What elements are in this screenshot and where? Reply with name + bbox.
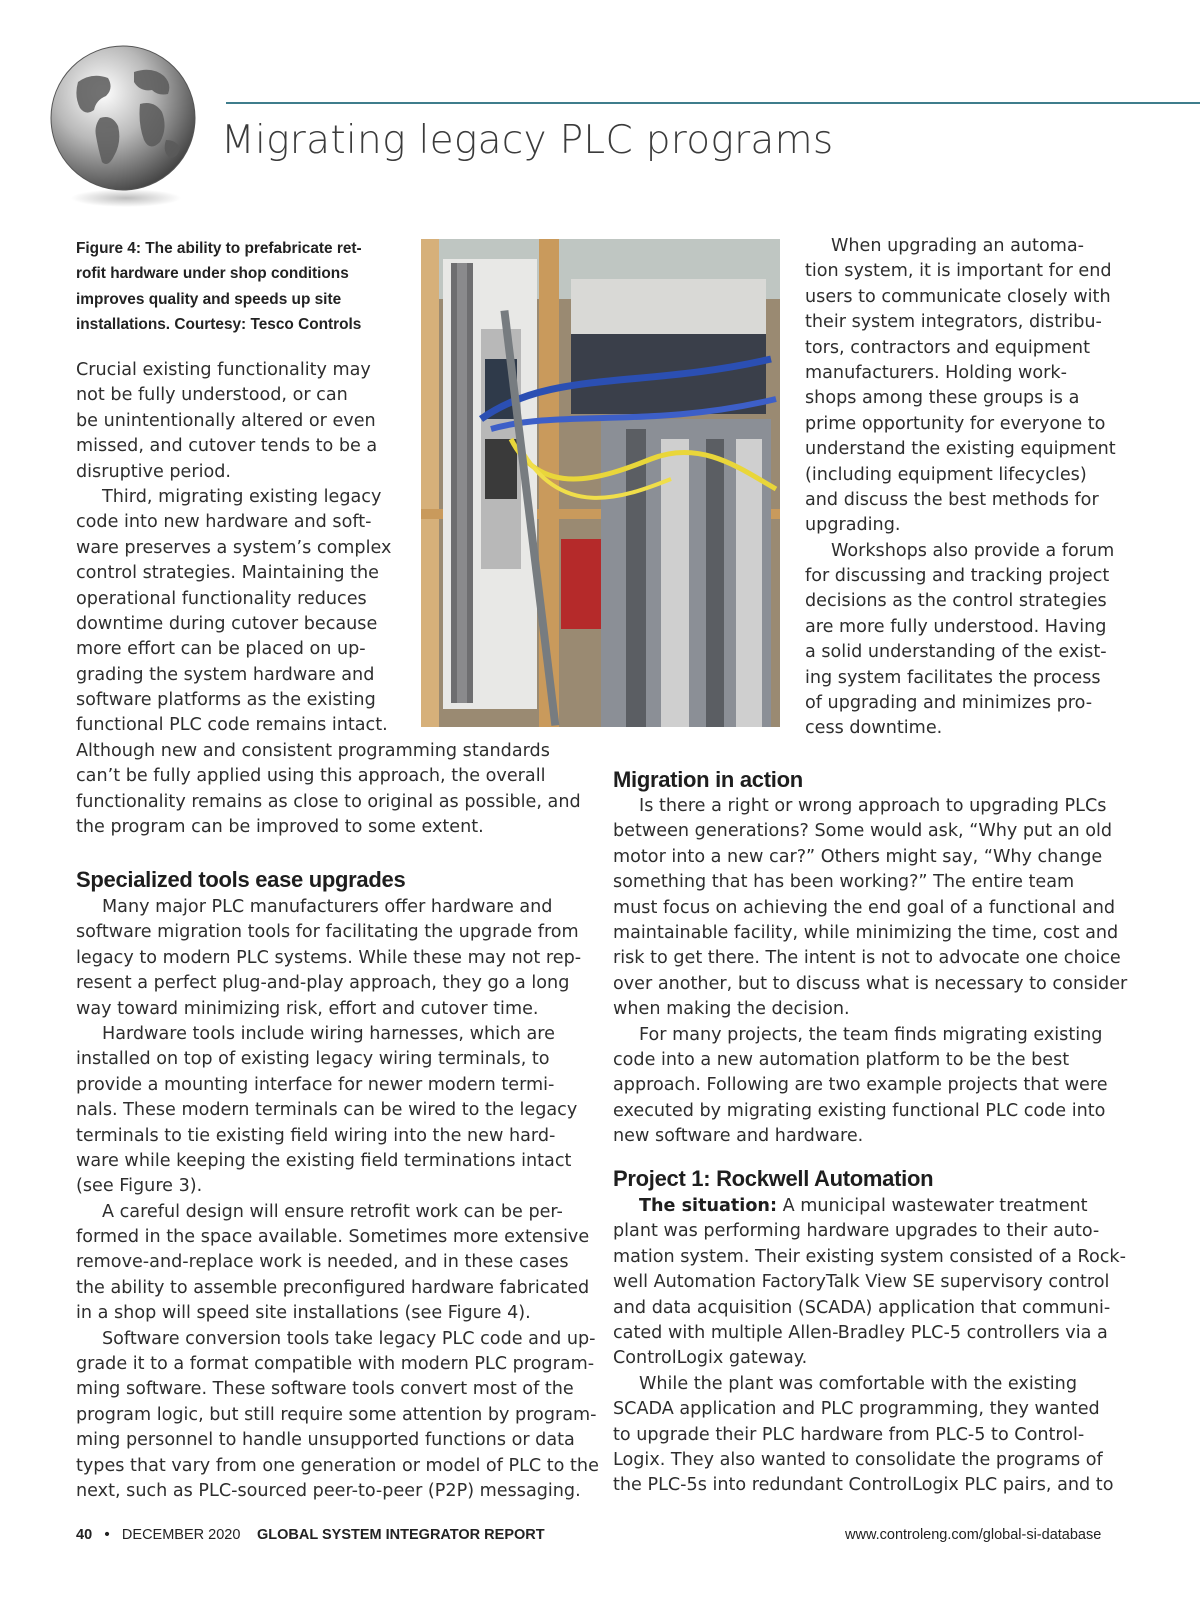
text-line: disruptive period. <box>76 461 232 482</box>
text-line: code into new hardware and soft- <box>76 512 372 533</box>
text-line: legacy to modern PLC systems. While these may not rep- <box>76 947 582 968</box>
text-line: can’t be fully applied using this approach, the overall <box>76 766 546 787</box>
text-line: software migration tools for facilitating the upgrade from <box>76 922 579 943</box>
publication-title: GLOBAL SYSTEM INTEGRATOR REPORT <box>257 1527 545 1543</box>
page-number: 40 <box>76 1527 93 1543</box>
text-line: downtime during cutover because <box>76 613 378 634</box>
issue-date: DECEMBER 2020 <box>121 1527 241 1543</box>
text-line: ing system facilitates the process <box>805 667 1101 688</box>
text-line: executed by migrating existing functional PLC code into <box>613 1100 1106 1121</box>
text-line: formed in the space available. Sometimes more extensive <box>76 1227 590 1248</box>
caption-line: rofit hardware under shop conditions <box>76 265 349 283</box>
text-line: code into a new automation platform to be the best <box>613 1049 1070 1070</box>
footer-separator: • <box>102 1527 112 1543</box>
text-line: to upgrade their PLC hardware from PLC-5 to Control- <box>613 1424 1085 1445</box>
text-line: terminals to tie existing field wiring into the new hard- <box>76 1125 556 1146</box>
footer-url-link[interactable]: www.controleng.com/global-si-database <box>845 1527 1102 1543</box>
text-line: grade it to a format compatible with modern PLC program- <box>76 1354 595 1375</box>
text-line: upgrading. <box>805 515 901 536</box>
section-heading-project-1: Project 1: Rockwell Automation <box>613 1166 934 1191</box>
text-line: installed on top of existing legacy wiring terminals, to <box>76 1049 550 1070</box>
figure-caption <box>76 236 406 338</box>
text-line: While the plant was comfortable with the existing <box>639 1373 1078 1394</box>
project-body <box>613 1194 1126 1499</box>
text-line: A careful design will ensure retrofit work can be per- <box>102 1201 563 1222</box>
text-line: provide a mounting interface for newer modern termi- <box>76 1074 555 1095</box>
text-line: the PLC-5s into redundant ControlLogix PLC pairs, and to <box>613 1475 1114 1496</box>
text-line: operational functionality reduces <box>76 588 367 609</box>
text-line: functional PLC code remains intact. <box>76 715 388 736</box>
section-heading-migration: Migration in action <box>613 767 803 792</box>
migration-body <box>613 794 1127 1149</box>
text-line: way toward minimizing risk, effort and cutover time. <box>76 998 539 1019</box>
page-title: Migrating legacy PLC programs <box>221 118 834 163</box>
text-line: control strategies. Maintaining the <box>76 563 380 584</box>
text-line: grading the system hardware and <box>76 664 375 685</box>
text-line: shops among these groups is a <box>805 388 1080 409</box>
text-line: ControlLogix gateway. <box>613 1348 808 1369</box>
text-line: cated with multiple Allen-Bradley PLC-5 controllers via a <box>613 1322 1108 1343</box>
text-line: Workshops also provide a forum <box>831 540 1115 561</box>
text-line: manufacturers. Holding work- <box>805 362 1067 383</box>
text-line: next, such as PLC-sourced peer-to-peer (P2P) messaging. <box>76 1480 581 1501</box>
caption-line: Figure 4: The ability to prefabricate ret- <box>76 240 362 257</box>
text-line: must focus on achieving the end goal of a functional and <box>613 897 1116 918</box>
text-line: approach. Following are two example projects that were <box>613 1075 1108 1096</box>
text-line: ming software. These software tools convert most of the <box>76 1379 574 1400</box>
text-line: are more fully understood. Having <box>805 616 1107 637</box>
text-line: well Automation FactoryTalk View SE supervisory control <box>613 1272 1110 1293</box>
text-line: their system integrators, distribu- <box>805 312 1102 333</box>
text-line: in a shop will speed site installations (see Figure 4). <box>76 1303 531 1324</box>
left-intro <box>76 358 581 840</box>
situation-lead: The situation: <box>639 1196 777 1216</box>
text-line: cess downtime. <box>805 718 943 739</box>
text-line: For many projects, the team finds migrating existing <box>639 1024 1103 1045</box>
text-line: ware while keeping the existing field terminations intact <box>76 1150 572 1171</box>
text-line: missed, and cutover tends to be a <box>76 436 378 457</box>
text-line: prime opportunity for everyone to <box>805 413 1106 434</box>
situation-text: A municipal wastewater treatment <box>776 1196 1088 1216</box>
title-rule <box>226 102 1200 104</box>
text-line: and data acquisition (SCADA) application that communi- <box>613 1297 1111 1318</box>
text-line: Is there a right or wrong approach to upgrading PLCs <box>639 796 1107 816</box>
text-line: of upgrading and minimizes pro- <box>805 693 1093 714</box>
section-heading-specialized-tools: Specialized tools ease upgrades <box>76 867 406 892</box>
text-line: risk to get there. The intent is not to advocate one choice <box>613 948 1121 969</box>
text-line: the program can be improved to some extent. <box>76 817 484 838</box>
text-line: users to communicate closely with <box>805 286 1111 307</box>
text-line: between generations? Some would ask, “Why put an old <box>613 821 1113 842</box>
text-line: motor into a new car?” Others might say, “Why change <box>613 846 1103 867</box>
text-line: SCADA application and PLC programming, they wanted <box>613 1399 1100 1420</box>
caption-line: installations. Courtesy: Tesco Controls <box>76 316 362 334</box>
text-line: types that vary from one generation or model of PLC to the <box>76 1455 599 1476</box>
text-line: program logic, but still require some attention by program- <box>76 1404 597 1425</box>
text-line: remove-and-replace work is needed, and in these cases <box>76 1252 569 1273</box>
text-line: the ability to assemble preconfigured hardware fabricated <box>76 1277 590 1298</box>
right-top-body <box>805 234 1116 742</box>
caption-line: improves quality and speeds up site <box>76 290 342 308</box>
text-line: understand the existing equipment <box>805 439 1116 460</box>
text-line: functionality remains as close to original as possible, and <box>76 791 581 812</box>
text-line: be unintentionally altered or even <box>76 410 376 431</box>
text-line: resent a perfect plug-and-play approach, they go a long <box>76 973 570 994</box>
text-line: Crucial existing functionality may <box>76 360 371 380</box>
text-line: not be fully understood, or can <box>76 385 348 406</box>
text-line: tors, contractors and equipment <box>805 337 1090 358</box>
text-line: Third, migrating existing legacy <box>102 486 382 507</box>
text-line: Hardware tools include wiring harnesses, which are <box>102 1023 555 1044</box>
text-line: (including equipment lifecycles) <box>805 464 1087 485</box>
text-line: (see Figure 3). <box>76 1176 203 1197</box>
text-line: software platforms as the existing <box>76 690 376 711</box>
text-line: Many major PLC manufacturers offer hardware and <box>102 897 553 917</box>
left-section-body <box>76 895 599 1504</box>
footer-left <box>76 1527 545 1543</box>
text-line: maintainable facility, while minimizing the time, cost and <box>613 922 1119 943</box>
globe-icon <box>48 42 198 212</box>
text-line: over another, but to discuss what is necessary to consider <box>613 973 1128 994</box>
text-line: ming personnel to handle unsupported functions or data <box>76 1430 575 1451</box>
text-line: new software and hardware. <box>613 1126 864 1147</box>
text-line: nals. These modern terminals can be wired to the legacy <box>76 1100 578 1121</box>
text-line: tion system, it is important for end <box>805 261 1112 282</box>
text-line: more effort can be placed on up- <box>76 639 366 660</box>
text-line: something that has been working?” The entire team <box>613 872 1075 893</box>
text-line: and discuss the best methods for <box>805 489 1099 510</box>
text-line: for discussing and tracking project <box>805 566 1110 587</box>
text-line: Although new and consistent programming standards <box>76 740 550 761</box>
text-line: Logix. They also wanted to consolidate the programs of <box>613 1449 1103 1470</box>
text-line: mation system. Their existing system consisted of a Rock- <box>613 1246 1126 1267</box>
text-line: plant was performing hardware upgrades to their auto- <box>613 1221 1100 1242</box>
text-line: when making the decision. <box>613 999 850 1020</box>
text-line: ware preserves a system’s complex <box>76 537 392 558</box>
text-line <box>613 1194 1126 1219</box>
text-line: When upgrading an automa- <box>831 236 1084 256</box>
text-line: decisions as the control strategies <box>805 591 1107 612</box>
text-line: Software conversion tools take legacy PLC code and up- <box>102 1328 596 1349</box>
text-line: a solid understanding of the exist- <box>805 642 1107 663</box>
